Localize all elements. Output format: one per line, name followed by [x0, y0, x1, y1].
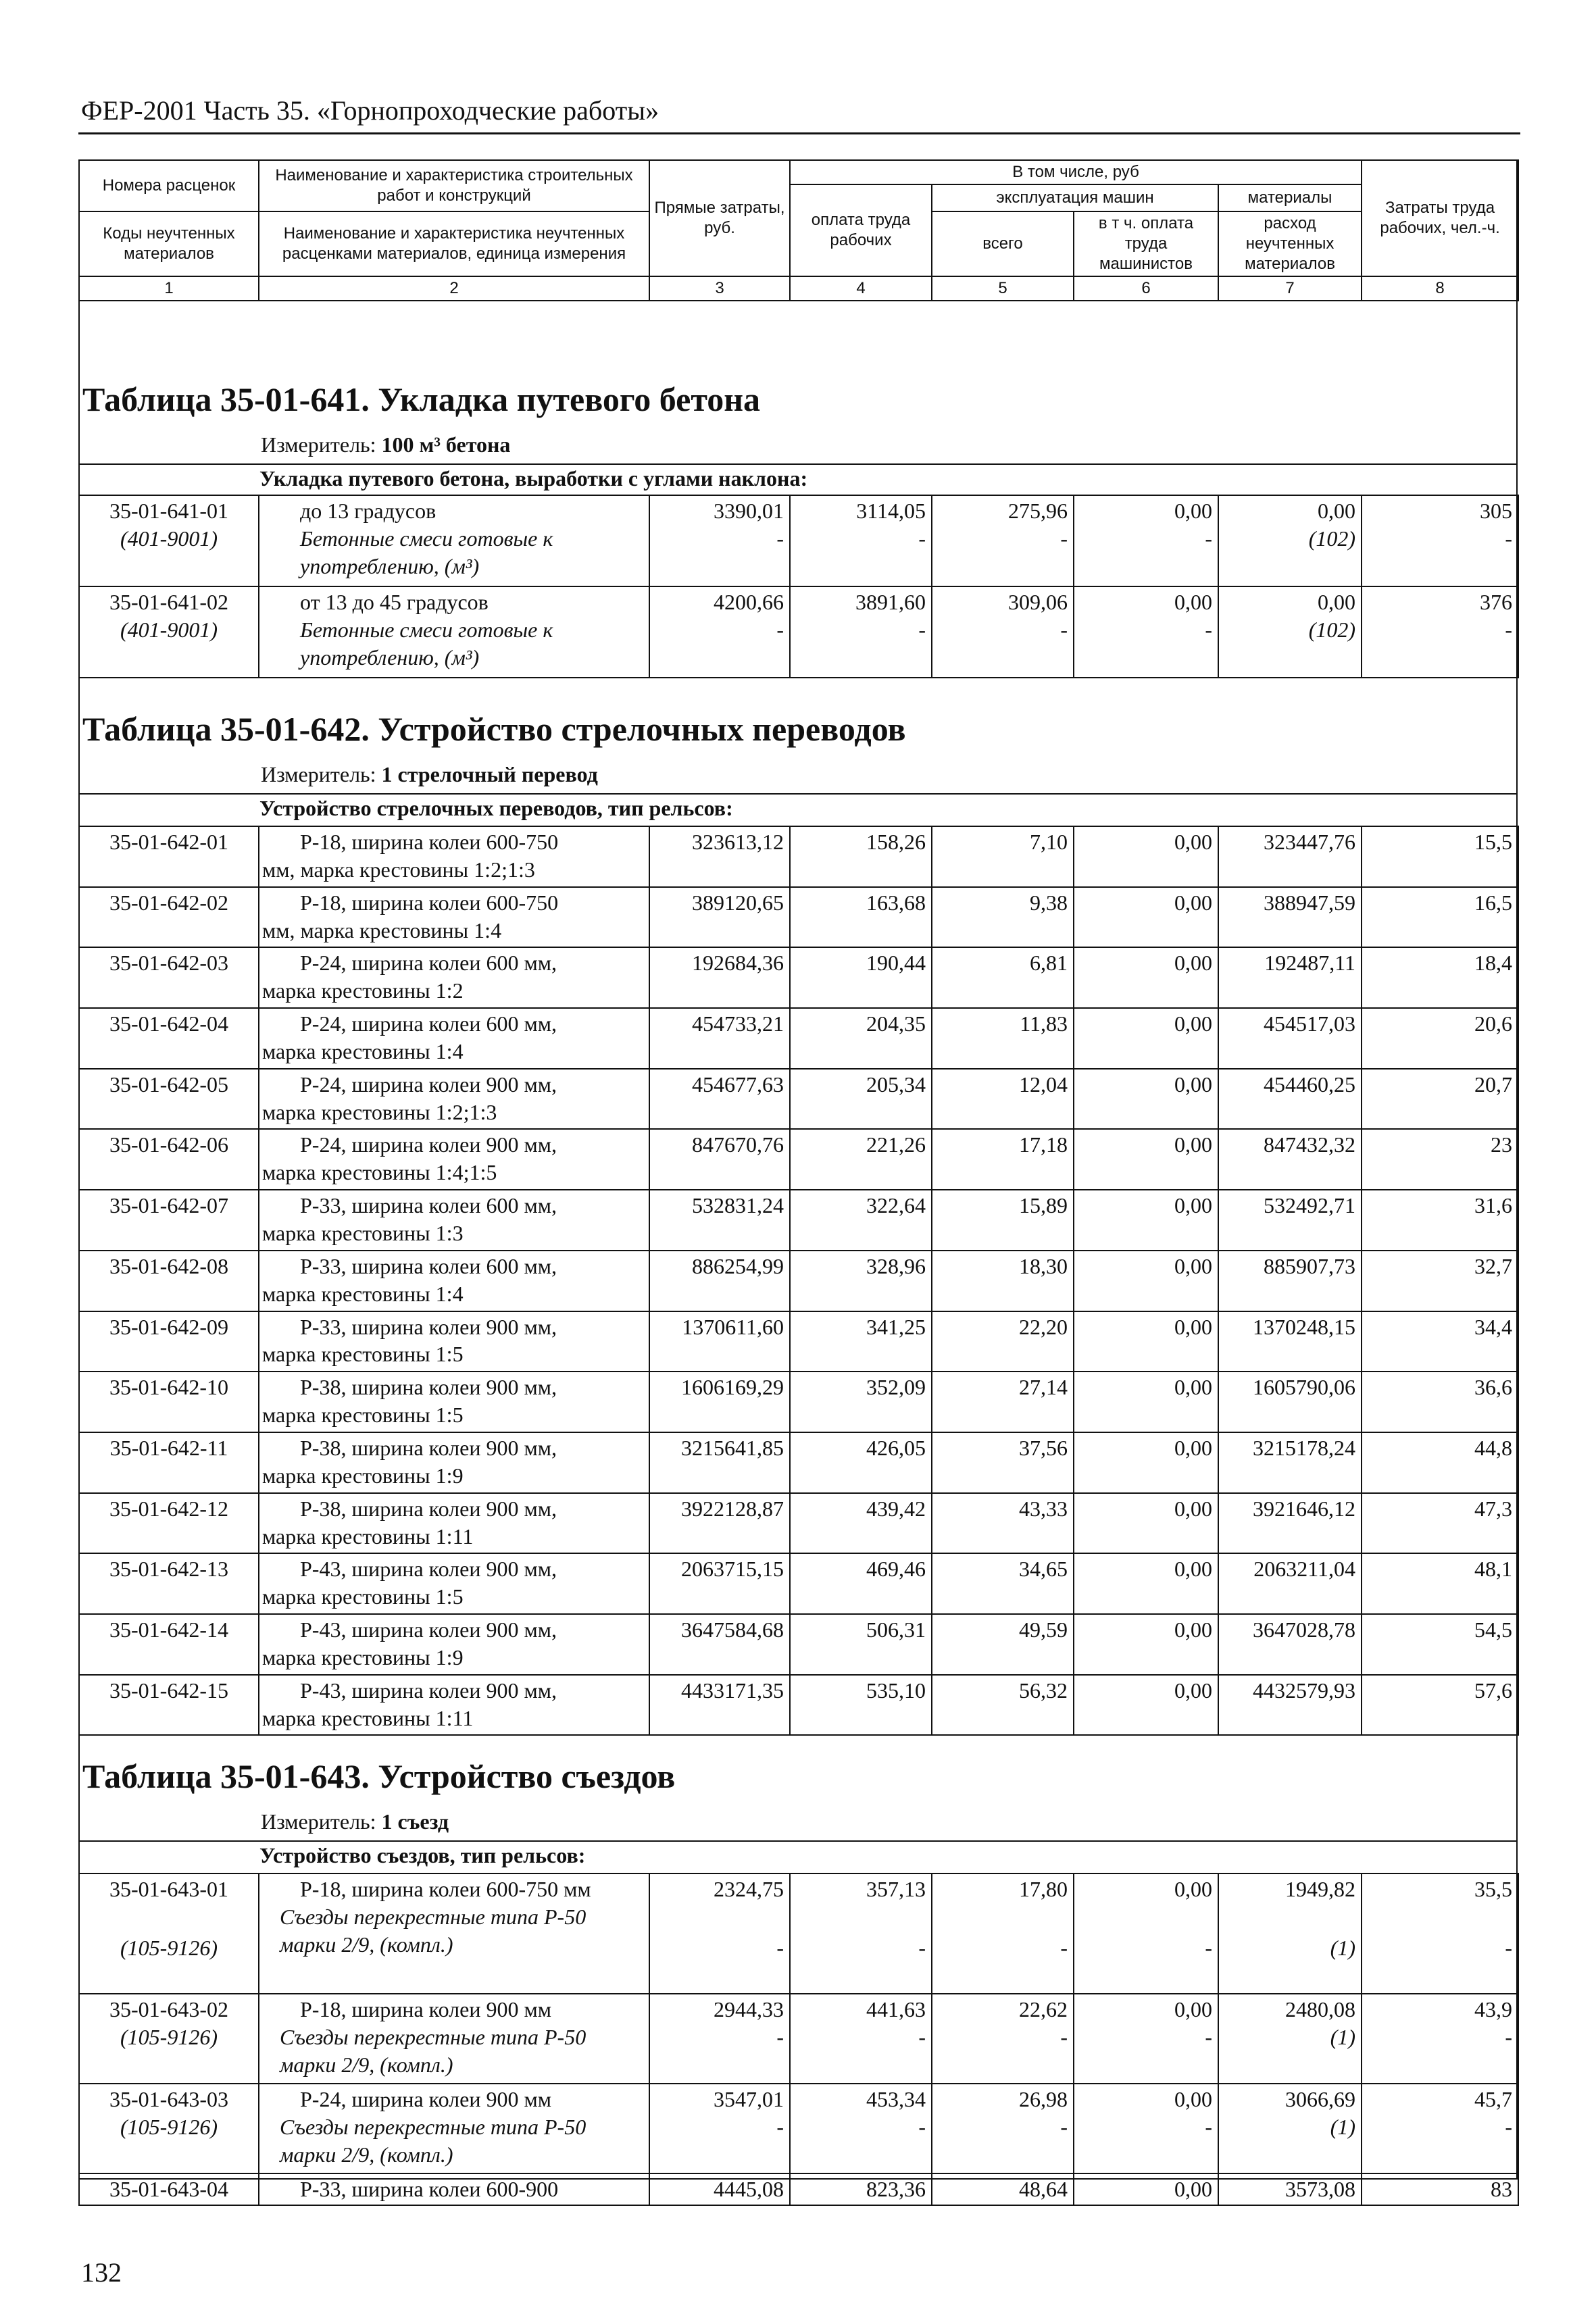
rate-code-cell: 35-01-643-03 (105-9126) [79, 2084, 259, 2173]
machines-cell: 17,18 [932, 1129, 1074, 1190]
table-row [79, 1675, 1518, 1736]
machines-cell: 26,98 - [932, 2084, 1074, 2173]
col1-header-top: Номера расценок [79, 160, 259, 211]
col2-header-top: Наименование и характеристика строительных работ и конструкций [259, 160, 649, 211]
table-row [79, 2084, 1518, 2173]
machines-cell: 22,20 [932, 1311, 1074, 1372]
rule [78, 793, 1518, 795]
labor-hours-cell: 15,5 [1362, 826, 1518, 887]
materials-cell: 1370248,15 [1218, 1311, 1362, 1372]
description-cell: Р-38, ширина колеи 900 мм, марка крестовины 1:9 [259, 1432, 649, 1493]
machines-cell: 22,62 - [932, 1994, 1074, 2084]
labor-hours-cell: 376 - [1362, 586, 1518, 678]
col-number: 6 [1074, 276, 1218, 301]
machinist-pay-cell: 0,00 - [1074, 2084, 1218, 2173]
labor-pay-cell: 453,34 - [790, 2084, 932, 2173]
machinist-pay-cell: 0,00 [1074, 1553, 1218, 1614]
direct-cost-cell: 3647584,68 [649, 1614, 790, 1675]
direct-cost-cell: 323613,12 [649, 826, 790, 887]
materials-cell: 3647028,78 [1218, 1614, 1362, 1675]
rate-code-cell: 35-01-642-09 [79, 1311, 259, 1372]
machines-cell: 56,32 [932, 1675, 1074, 1736]
table-642-group: Устройство стрелочных переводов, тип рельсов: [259, 796, 733, 820]
machinist-pay-cell: 0,00 [1074, 1008, 1218, 1069]
description-cell: Р-43, ширина колеи 900 мм, марка крестовины 1:5 [259, 1553, 649, 1614]
machinist-pay-cell: 0,00 [1074, 2173, 1218, 2205]
description-cell: Р-43, ширина колеи 900 мм, марка крестовины 1:11 [259, 1675, 649, 1736]
labor-pay-cell: 469,46 [790, 1553, 932, 1614]
direct-cost-cell: 847670,76 [649, 1129, 790, 1190]
table-row [79, 1873, 1518, 1994]
materials-cell: 192487,11 [1218, 947, 1362, 1008]
table-643-title: Таблица 35-01-643. Устройство съездов [82, 1757, 676, 1795]
description-cell: Р-18, ширина колеи 600-750 мм, марка крестовины 1:4 [259, 887, 649, 948]
direct-cost-cell: 1606169,29 [649, 1372, 790, 1432]
labor-pay-cell: 205,34 [790, 1069, 932, 1130]
rate-code-cell: 35-01-642-06 [79, 1129, 259, 1190]
machinist-pay-cell: 0,00 [1074, 1311, 1218, 1372]
description-cell: Р-24, ширина колеи 600 мм, марка крестовины 1:4 [259, 1008, 649, 1069]
machinist-pay-cell: 0,00 [1074, 826, 1218, 887]
labor-pay-cell: 535,10 [790, 1675, 932, 1736]
table-row [79, 1008, 1518, 1069]
labor-pay-cell: 3114,05 - [790, 495, 932, 586]
rate-code-cell: 35-01-641-01 (401-9001) [79, 495, 259, 586]
direct-cost-cell: 4200,66 - [649, 586, 790, 678]
table-row [79, 1069, 1518, 1130]
machinist-pay-cell: 0,00 - [1074, 586, 1218, 678]
table-row [79, 1432, 1518, 1493]
rate-code-cell: 35-01-642-03 [79, 947, 259, 1008]
labor-pay-cell: 352,09 [790, 1372, 932, 1432]
machinist-pay-cell: 0,00 [1074, 1251, 1218, 1311]
table-642-title: Таблица 35-01-642. Устройство стрелочных переводов [82, 710, 906, 748]
description-cell: Р-18, ширина колеи 600-750 мм, марка крестовины 1:2;1:3 [259, 826, 649, 887]
table-641-body [78, 495, 1519, 678]
machines-cell: 34,65 [932, 1553, 1074, 1614]
direct-cost-cell: 2944,33 - [649, 1994, 790, 2084]
materials-cell: 532492,71 [1218, 1190, 1362, 1251]
machines-cell: 12,04 [932, 1069, 1074, 1130]
rate-code-cell: 35-01-642-01 [79, 826, 259, 887]
labor-hours-cell: 45,7 - [1362, 2084, 1518, 2173]
direct-cost-cell: 2063715,15 [649, 1553, 790, 1614]
direct-cost-cell: 389120,65 [649, 887, 790, 948]
rate-code-cell: 35-01-642-10 [79, 1372, 259, 1432]
labor-hours-cell: 20,7 [1362, 1069, 1518, 1130]
labor-hours-cell: 44,8 [1362, 1432, 1518, 1493]
labor-pay-cell: 441,63 - [790, 1994, 932, 2084]
materials-cell: 2480,08 (1) [1218, 1994, 1362, 2084]
materials-cell: 388947,59 [1218, 887, 1362, 948]
labor-pay-cell: 426,05 [790, 1432, 932, 1493]
description-cell: Р-33, ширина колеи 600 мм, марка крестовины 1:4 [259, 1251, 649, 1311]
materials-cell: 3066,69 (1) [1218, 2084, 1362, 2173]
description-cell: Р-18, ширина колеи 600-750 мм Съезды перекрестные типа Р-50 марки 2/9, (компл.) [259, 1873, 649, 1994]
machinist-pay-cell: 0,00 [1074, 1190, 1218, 1251]
labor-hours-cell: 47,3 [1362, 1493, 1518, 1554]
machines-cell: 18,30 [932, 1251, 1074, 1311]
page-number: 132 [81, 2257, 122, 2288]
labor-pay-cell: 204,35 [790, 1008, 932, 1069]
machinist-pay-cell: 0,00 [1074, 947, 1218, 1008]
table-642-measure: Измеритель: 1 стрелочный перевод [261, 762, 598, 786]
machines-total-header: всего [932, 211, 1074, 276]
materials-cell: 0,00 (102) [1218, 495, 1362, 586]
rate-code-cell: 35-01-642-07 [79, 1190, 259, 1251]
table-row [79, 495, 1518, 586]
machines-header: эксплуатация машин [932, 184, 1218, 211]
table-row [79, 1553, 1518, 1614]
labor-hours-cell: 43,9 - [1362, 1994, 1518, 2084]
labor-hours-cell: 36,6 [1362, 1372, 1518, 1432]
machinist-pay-cell: 0,00 [1074, 1372, 1218, 1432]
direct-cost-cell: 2324,75 - [649, 1873, 790, 1994]
labor-pay-cell: 163,68 [790, 887, 932, 948]
machinist-pay-cell: 0,00 [1074, 1432, 1218, 1493]
machines-cell: 17,80 - [932, 1873, 1074, 1994]
direct-cost-cell: 532831,24 [649, 1190, 790, 1251]
machines-cell: 309,06 - [932, 586, 1074, 678]
table-641-measure: Измеритель: 100 м³ бетона [261, 432, 511, 457]
rate-code-cell: 35-01-642-05 [79, 1069, 259, 1130]
table-row [79, 1311, 1518, 1372]
table-row [79, 586, 1518, 678]
table-row [79, 1129, 1518, 1190]
materials-cell: 1949,82 (1) [1218, 1873, 1362, 1994]
direct-cost-cell: 1370611,60 [649, 1311, 790, 1372]
labor-hours-cell: 48,1 [1362, 1553, 1518, 1614]
materials-header: материалы [1218, 184, 1362, 211]
labor-hours-cell: 35,5 - [1362, 1873, 1518, 1994]
machines-cell: 11,83 [932, 1008, 1074, 1069]
col1-header-bottom: Коды неучтенных материалов [79, 211, 259, 276]
materials-cell: 454460,25 [1218, 1069, 1362, 1130]
rule [78, 1840, 1518, 1842]
col3-header: Прямые затраты, руб. [649, 160, 790, 276]
materials-cell: 847432,32 [1218, 1129, 1362, 1190]
labor-hours-cell: 305 - [1362, 495, 1518, 586]
col8-header: Затраты труда рабочих, чел.-ч. [1362, 160, 1518, 276]
machinist-pay-cell: 0,00 [1074, 887, 1218, 948]
rate-code-cell: 35-01-643-04 [79, 2173, 259, 2205]
direct-cost-cell: 192684,36 [649, 947, 790, 1008]
description-cell: Р-43, ширина колеи 900 мм, марка крестовины 1:9 [259, 1614, 649, 1675]
labor-pay-cell: 190,44 [790, 947, 932, 1008]
labor-hours-cell: 31,6 [1362, 1190, 1518, 1251]
description-cell: Р-24, ширина колеи 600 мм, марка крестовины 1:2 [259, 947, 649, 1008]
rate-code-cell: 35-01-642-12 [79, 1493, 259, 1554]
materials-unaccounted-header: расход неучтенных материалов [1218, 211, 1362, 276]
machinist-pay-cell: 0,00 - [1074, 1873, 1218, 1994]
rate-code-cell: 35-01-641-02 (401-9001) [79, 586, 259, 678]
table-641-group: Укладка путевого бетона, выработки с углами наклона: [259, 466, 808, 491]
materials-cell: 0,00 (102) [1218, 586, 1362, 678]
machinist-pay-cell: 0,00 - [1074, 1994, 1218, 2084]
labor-pay-cell: 823,36 [790, 2173, 932, 2205]
labor-hours-cell: 57,6 [1362, 1675, 1518, 1736]
labor-pay-cell: 322,64 [790, 1190, 932, 1251]
machines-cell: 6,81 [932, 947, 1074, 1008]
rate-code-cell: 35-01-643-01 (105-9126) [79, 1873, 259, 1994]
machinist-pay-cell: 0,00 [1074, 1129, 1218, 1190]
labor-pay-cell: 506,31 [790, 1614, 932, 1675]
machinist-pay-cell: 0,00 - [1074, 495, 1218, 586]
col-number: 8 [1362, 276, 1518, 301]
description-cell: Р-18, ширина колеи 900 мм Съезды перекрестные типа Р-50 марки 2/9, (компл.) [259, 1994, 649, 2084]
machinist-pay-cell: 0,00 [1074, 1069, 1218, 1130]
description-cell: от 13 до 45 градусов Бетонные смеси готовые к употреблению, (м³) [259, 586, 649, 678]
table-643-group: Устройство съездов, тип рельсов: [259, 1843, 586, 1867]
col-number: 3 [649, 276, 790, 301]
materials-cell: 1605790,06 [1218, 1372, 1362, 1432]
rate-code-cell: 35-01-642-15 [79, 1675, 259, 1736]
machines-cell: 7,10 [932, 826, 1074, 887]
materials-cell: 3573,08 [1218, 2173, 1362, 2205]
machines-cell: 9,38 [932, 887, 1074, 948]
direct-cost-cell: 3390,01 - [649, 495, 790, 586]
rate-code-cell: 35-01-642-14 [79, 1614, 259, 1675]
labor-hours-cell: 54,5 [1362, 1614, 1518, 1675]
labor-pay-cell: 357,13 - [790, 1873, 932, 1994]
machines-cell: 43,33 [932, 1493, 1074, 1554]
labor-pay-cell: 328,96 [790, 1251, 932, 1311]
rate-code-cell: 35-01-642-11 [79, 1432, 259, 1493]
machinist-pay-cell: 0,00 [1074, 1614, 1218, 1675]
machines-cell: 49,59 [932, 1614, 1074, 1675]
direct-cost-cell: 3547,01 - [649, 2084, 790, 2173]
description-cell: до 13 градусов Бетонные смеси готовые к употреблению, (м³) [259, 495, 649, 586]
column-numbers [79, 276, 1518, 301]
machinist-pay-cell: 0,00 [1074, 1493, 1218, 1554]
table-row [79, 1251, 1518, 1311]
labor-pay-cell: 221,26 [790, 1129, 932, 1190]
description-cell: Р-38, ширина колеи 900 мм, марка крестовины 1:11 [259, 1493, 649, 1554]
materials-cell: 885907,73 [1218, 1251, 1362, 1311]
description-cell: Р-33, ширина колеи 600-900 [259, 2173, 649, 2205]
table-row [79, 2173, 1518, 2205]
direct-cost-cell: 886254,99 [649, 1251, 790, 1311]
col-number: 4 [790, 276, 932, 301]
table-row [79, 1493, 1518, 1554]
col-number: 2 [259, 276, 649, 301]
col2-header-bottom: Наименование и характеристика неучтенных расценками материалов, единица измерения [259, 211, 649, 276]
table-641-title: Таблица 35-01-641. Укладка путевого бетона [82, 380, 761, 418]
column-header [78, 159, 1519, 301]
direct-cost-cell: 454733,21 [649, 1008, 790, 1069]
labor-hours-cell: 23 [1362, 1129, 1518, 1190]
description-cell: Р-33, ширина колеи 900 мм, марка крестовины 1:5 [259, 1311, 649, 1372]
materials-cell: 323447,76 [1218, 826, 1362, 887]
table-row [79, 887, 1518, 948]
rate-code-cell: 35-01-642-08 [79, 1251, 259, 1311]
description-cell: Р-33, ширина колеи 600 мм, марка крестовины 1:3 [259, 1190, 649, 1251]
materials-cell: 3921646,12 [1218, 1493, 1362, 1554]
table-643-body [78, 1873, 1519, 2206]
labor-pay-cell: 3891,60 - [790, 586, 932, 678]
machines-cell: 15,89 [932, 1190, 1074, 1251]
table-row [79, 1372, 1518, 1432]
rate-code-cell: 35-01-643-02 (105-9126) [79, 1994, 259, 2084]
header-rule [78, 132, 1520, 134]
rate-code-cell: 35-01-642-04 [79, 1008, 259, 1069]
rule [78, 463, 1518, 465]
machines-cell: 48,64 [932, 2173, 1074, 2205]
col-number: 1 [79, 276, 259, 301]
labor-hours-cell: 20,6 [1362, 1008, 1518, 1069]
description-cell: Р-38, ширина колеи 900 мм, марка крестовины 1:5 [259, 1372, 649, 1432]
labor-pay-cell: 158,26 [790, 826, 932, 887]
labor-hours-cell: 83 [1362, 2173, 1518, 2205]
description-cell: Р-24, ширина колеи 900 мм, марка крестовины 1:4;1:5 [259, 1129, 649, 1190]
direct-cost-cell: 4433171,35 [649, 1675, 790, 1736]
table-row [79, 1994, 1518, 2084]
table-643-measure: Измеритель: 1 съезд [261, 1809, 449, 1834]
rate-code-cell: 35-01-642-13 [79, 1553, 259, 1614]
labor-pay-cell: 439,42 [790, 1493, 932, 1554]
rate-code-cell: 35-01-642-02 [79, 887, 259, 948]
machines-cell: 37,56 [932, 1432, 1074, 1493]
materials-cell: 4432579,93 [1218, 1675, 1362, 1736]
machinist-pay-cell: 0,00 [1074, 1675, 1218, 1736]
table-642-body [78, 826, 1519, 1736]
direct-cost-cell: 3215641,85 [649, 1432, 790, 1493]
col-number: 5 [932, 276, 1074, 301]
description-cell: Р-24, ширина колеи 900 мм Съезды перекрестные типа Р-50 марки 2/9, (компл.) [259, 2084, 649, 2173]
machinist-pay-header: в т ч. оплата труда машинистов [1074, 211, 1218, 276]
machines-cell: 27,14 [932, 1372, 1074, 1432]
direct-cost-cell: 4445,08 [649, 2173, 790, 2205]
materials-cell: 454517,03 [1218, 1008, 1362, 1069]
table-row [79, 947, 1518, 1008]
labor-pay-cell: 341,25 [790, 1311, 932, 1372]
labor-hours-cell: 32,7 [1362, 1251, 1518, 1311]
description-cell: Р-24, ширина колеи 900 мм, марка крестовины 1:2;1:3 [259, 1069, 649, 1130]
col-number: 7 [1218, 276, 1362, 301]
including-header: В том числе, руб [790, 160, 1362, 184]
machines-cell: 275,96 - [932, 495, 1074, 586]
materials-cell: 3215178,24 [1218, 1432, 1362, 1493]
labor-hours-cell: 34,4 [1362, 1311, 1518, 1372]
labor-hours-cell: 16,5 [1362, 887, 1518, 948]
table-row [79, 826, 1518, 887]
direct-cost-cell: 454677,63 [649, 1069, 790, 1130]
table-row [79, 1190, 1518, 1251]
materials-cell: 2063211,04 [1218, 1553, 1362, 1614]
labor-pay-header: оплата труда рабочих [790, 184, 932, 276]
direct-cost-cell: 3922128,87 [649, 1493, 790, 1554]
labor-hours-cell: 18,4 [1362, 947, 1518, 1008]
running-header: ФЕР-2001 Часть 35. «Горнопроходческие работы» [81, 95, 659, 126]
table-row [79, 1614, 1518, 1675]
